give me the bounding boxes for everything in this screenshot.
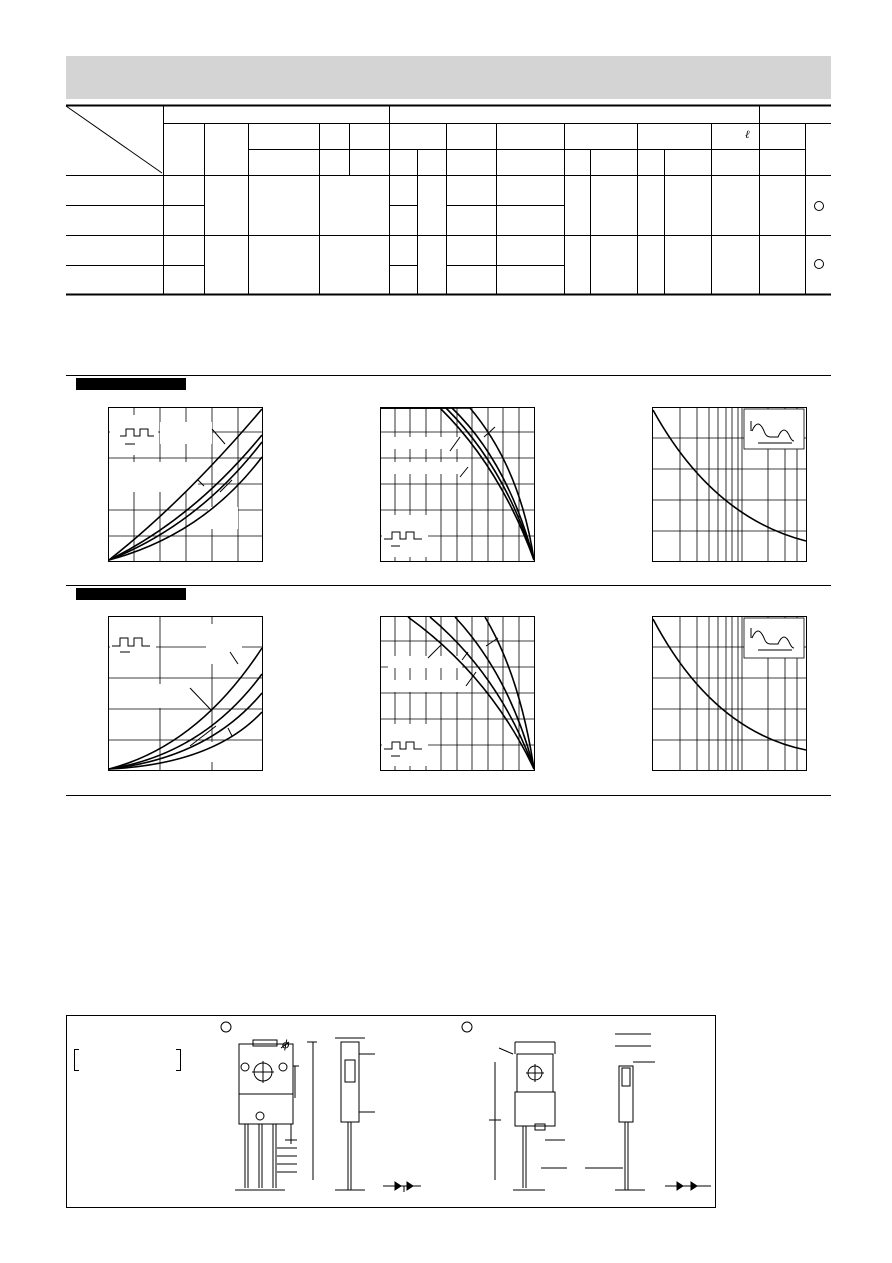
section-1-label	[76, 378, 186, 390]
length-symbol: ℓ	[745, 128, 750, 141]
chart-surge-2	[652, 616, 808, 771]
chart-forward-voltage-2	[108, 616, 264, 771]
package-drawing-b	[455, 1020, 715, 1200]
chart-derating-1	[380, 407, 536, 562]
section-1-rule	[66, 375, 831, 376]
diameter-symbol: ϕ	[282, 1038, 290, 1051]
package-drawing-a	[215, 1020, 425, 1200]
bracket-left	[74, 1049, 79, 1071]
bracket-right	[176, 1049, 181, 1071]
chart-forward-voltage-1	[108, 407, 264, 562]
section-2-label	[76, 588, 186, 600]
spec-table	[0, 0, 892, 300]
section-end-rule	[66, 795, 831, 796]
chart-derating-2	[380, 616, 536, 771]
section-2-rule	[66, 585, 831, 586]
chart-surge-1	[652, 407, 808, 562]
